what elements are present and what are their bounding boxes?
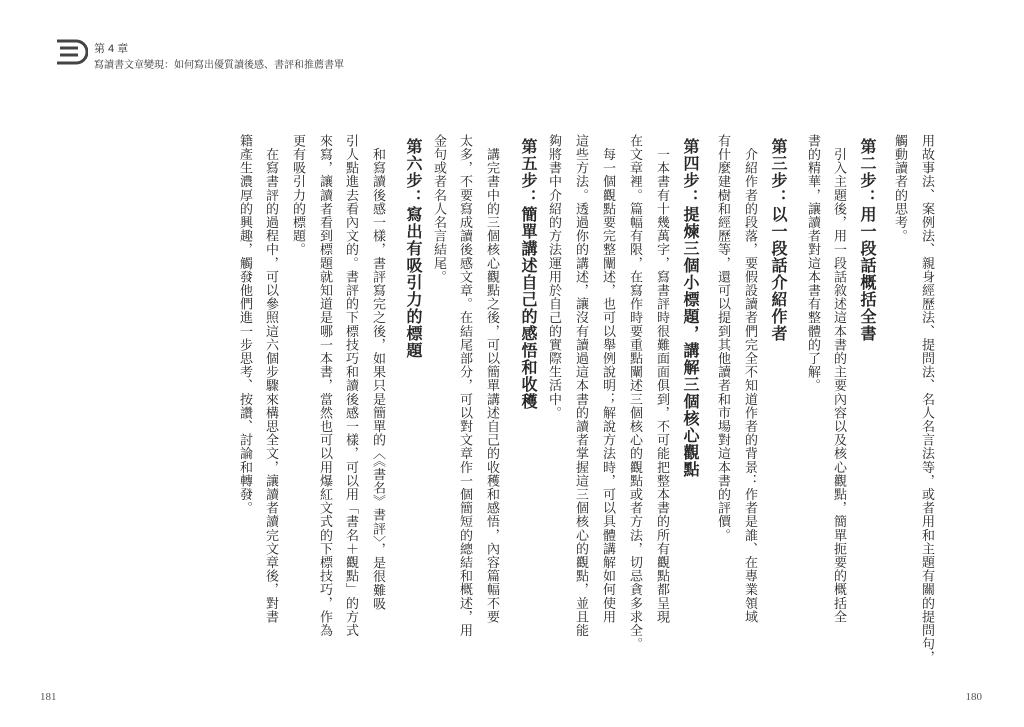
text-column: 和寫讀後感一樣，書評寫完之後，如果只是簡單的〈《書名》書評〉，是很難吸 bbox=[370, 134, 385, 611]
text-column: 觸動讀者的思考。 bbox=[892, 134, 907, 243]
section-heading: 第六步：寫出有吸引力的標題 bbox=[404, 138, 423, 359]
page-number-left: 181 bbox=[40, 691, 57, 703]
section-heading: 第三步：以一段話介紹作者 bbox=[769, 138, 788, 342]
text-column: 介紹作者的段落，要假設讀者們完全不知道作者的背景：作者是誰、在專業領域 bbox=[742, 134, 757, 624]
text-column: 在文章裡。篇幅有限，在寫作時要重點闡述三個核心的觀點或者方法，切忌貪多求全。 bbox=[627, 134, 642, 651]
text-column: 太多，不要寫成讀後感文章。在結尾部分，可以對文章作一個簡短的總結和概述，用 bbox=[457, 134, 472, 638]
chapter-menu-icon bbox=[54, 38, 88, 70]
chapter-title: 寫讀書文章變現：如何寫出優質讀後感、書評和推薦書單 bbox=[94, 60, 344, 71]
chapter-number: 第 4 章 bbox=[94, 43, 129, 55]
text-column: 這些方法。透過你的講述，讓沒有讀過這本書的讀者掌握這三個核心的觀點，並且能 bbox=[573, 134, 588, 638]
text-column: 用故事法、案例法、親身經歷法、提問法、名人名言法等，或者用和主題有關的提問句， bbox=[919, 134, 934, 665]
text-column: 有什麼建樹和經歷等，還可以提到其他讀者和市場對這本書的評價。 bbox=[715, 134, 730, 542]
text-column: 引人點進去看內文的。書評的下標技巧和讀後感一樣，可以用「書名＋觀點」的方式 bbox=[343, 134, 358, 638]
section-heading: 第四步：提煉三個小標題，講解三個核心觀點 bbox=[681, 138, 700, 478]
text-column: 籍產生濃厚的興趣，觸發他們進一步思考、按讚、討論和轉發。 bbox=[237, 134, 252, 515]
text-column: 每一個觀點要完整闡述，也可以舉例說明；解說方法時，可以具體講解如何使用 bbox=[600, 134, 615, 624]
text-column: 更有吸引力的標題。 bbox=[290, 134, 305, 257]
section-heading: 第二步：用一段話概括全書 bbox=[858, 138, 877, 342]
text-column: 來寫，讓讀者看到標題就知道是哪一本書，當然也可以用爆紅文式的下標技巧，作為 bbox=[317, 134, 332, 638]
section-heading: 第五步：簡單講述自己的感悟和收穫 bbox=[519, 138, 538, 410]
text-column: 書的精華，讓讀者對這本書有整體的了解。 bbox=[805, 134, 820, 393]
text-column: 講完書中的三個核心觀點之後，可以簡單講述自己的收穫和感悟，內容篇幅不要 bbox=[484, 134, 499, 624]
text-column: 引入主題後，用一段話敘述這本書的主要內容以及核心觀點，簡單扼要的概括全 bbox=[831, 134, 846, 624]
text-column: 在寫書評的過程中，可以參照這六個步驟來構思全文，讓讀者讀完文章後，對書 bbox=[263, 134, 278, 624]
chapter-header bbox=[54, 32, 474, 76]
page-number-right: 180 bbox=[965, 691, 982, 703]
text-column: 金句或者名人名言結尾。 bbox=[431, 134, 446, 284]
text-column: 一本書有十幾萬字，寫書評時很難面面俱到，不可能把整本書的所有觀點都呈現 bbox=[654, 134, 669, 624]
text-column: 夠將書中介紹的方法運用於自己的實際生活中。 bbox=[546, 134, 561, 420]
